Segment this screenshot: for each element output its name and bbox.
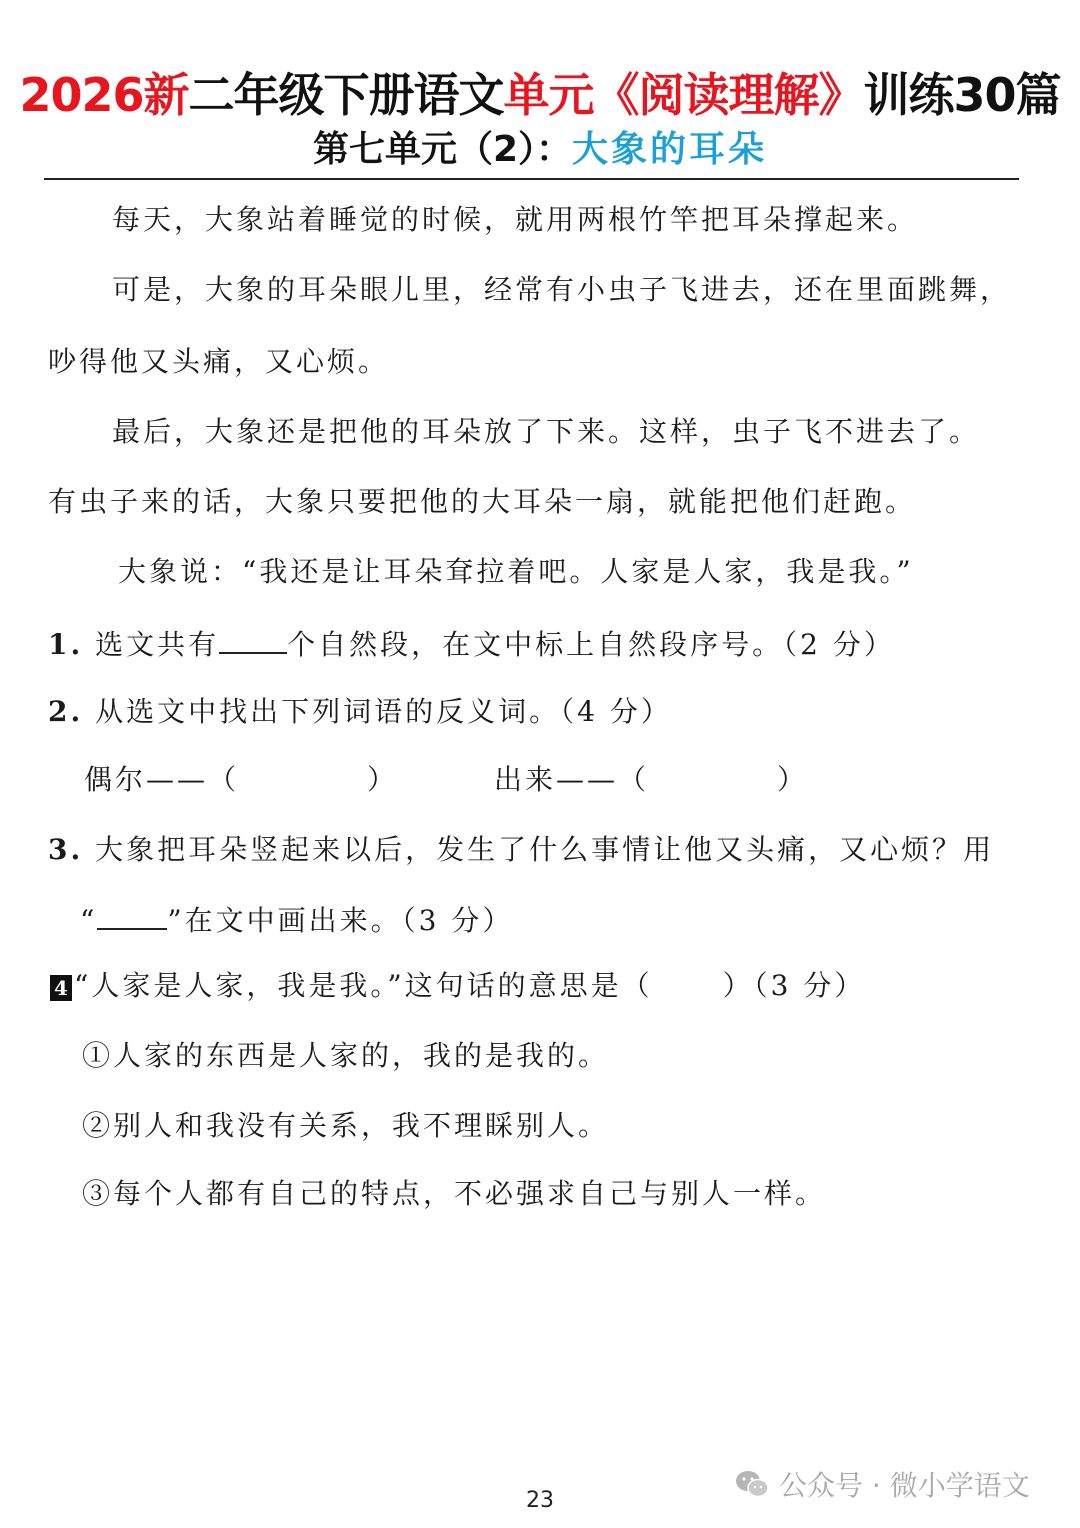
question-4-option-2[interactable]: ②别人和我没有关系，我不理睬别人。 <box>82 1109 610 1142</box>
passage-paragraph-4: 大象说：“我还是让耳朵耷拉着吧。人家是人家，我是我。” <box>118 555 914 588</box>
question-2-word-2 <box>494 760 808 800</box>
page-number: 23 <box>526 1488 554 1513</box>
question-2-word-1-close: ） <box>367 763 399 796</box>
title-grade: 二年级下册语文 <box>188 68 504 122</box>
page-subtitle <box>0 122 1080 178</box>
question-4 <box>50 966 865 1006</box>
question-1-number: 1. <box>48 628 84 661</box>
question-1-answer-blank[interactable] <box>219 622 287 654</box>
question-4-text: “人家是人家，我是我。”这句话的意思是（ <box>74 969 653 1002</box>
question-3-quote-close: ”在文中画出来。（3 分） <box>167 904 514 937</box>
question-3-quote-open: “ <box>80 904 98 937</box>
question-3-underline-sample <box>97 898 167 930</box>
question-4-close: ）（3 分） <box>722 969 866 1002</box>
question-3-text-line-1: 大象把耳朵竖起来以后，发生了什么事情让他又头痛，又心烦？用 <box>95 833 995 866</box>
subtitle-story-title: 大象的耳朵 <box>572 129 768 170</box>
question-3 <box>48 830 994 870</box>
passage-paragraph-1: 每天，大象站着睡觉的时候，就用两根竹竿把耳朵撑起来。 <box>112 203 919 236</box>
header-divider <box>44 178 1019 180</box>
question-3-number: 3. <box>48 833 84 866</box>
question-1-text-before: 选文共有 <box>95 628 220 661</box>
question-2-text: 从选文中找出下列词语的反义词。（4 分） <box>95 695 672 728</box>
question-2-word-1 <box>84 760 398 800</box>
question-2-number: 2. <box>48 695 84 728</box>
passage-paragraph-3-line-2: 有虫子来的话，大象只要把他的大耳朵一扇，就能把他们赶跑。 <box>48 485 917 518</box>
question-1-text-after: 个自然段，在文中标上自然段序号。（2 分） <box>287 628 895 661</box>
title-count: 训练30篇 <box>863 68 1061 122</box>
question-4-number-box: 4 <box>50 975 72 1001</box>
subtitle-unit-label: 第七单元（2）： <box>312 129 573 170</box>
question-2-word-2-label: 出来——（ <box>494 763 650 796</box>
passage-paragraph-3-line-1: 最后，大象还是把他的耳朵放了下来。这样，虫子飞不进去了。 <box>112 415 981 448</box>
question-2-word-1-label: 偶尔——（ <box>84 763 240 796</box>
title-year: 2026新 <box>19 68 189 122</box>
watermark <box>735 1462 1030 1506</box>
question-4-option-3[interactable]: ③每个人都有自己的特点，不必强求自己与别人一样。 <box>82 1177 827 1210</box>
question-1 <box>48 622 895 665</box>
question-3-line-2 <box>80 898 513 941</box>
question-2-word-2-close: ） <box>777 763 809 796</box>
passage-paragraph-2-line-1: 可是，大象的耳朵眼儿里，经常有小虫子飞进去，还在里面跳舞， <box>112 273 1012 306</box>
watermark-text: 公众号 · 微小学语文 <box>779 1469 1030 1502</box>
title-unit-reading: 单元《阅读理解》 <box>503 68 864 122</box>
passage-paragraph-2-line-2: 吵得他又头痛，又心烦。 <box>48 345 390 378</box>
page-title <box>0 60 1080 130</box>
wechat-icon <box>735 1469 769 1499</box>
question-2 <box>48 692 672 732</box>
question-4-option-1[interactable]: ①人家的东西是人家的，我的是我的。 <box>82 1039 610 1072</box>
